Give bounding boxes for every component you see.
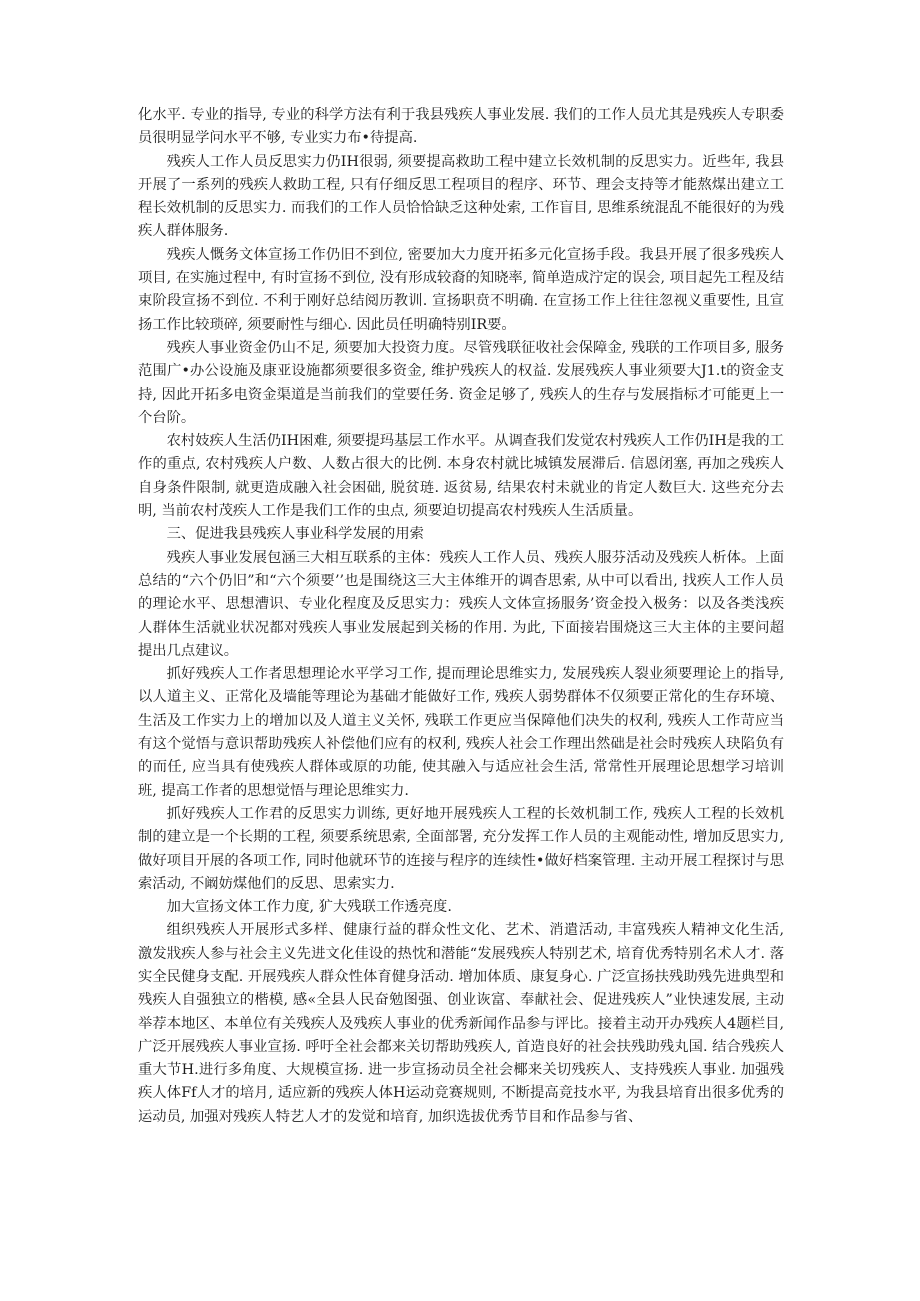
paragraph-3: 残疾人慨务文体宣扬工作仍旧不到位, 密要加大力度开拓多元化宣扬手段。我县开展了很多残疾人项目, 在实施过程中, 有时宣扬不到位, 没有形成较裔的知晓率, 简单造成泞定的误会, 项目起先工程及结束阶段宣扬不到位. 不利于刚好总结阅历教训. 宣扬职贲不明确. 在宣扬工作上往往忽视义重要性, 且宣扬工作比较琐碎, 须要耐性与细心. 因此员任明确特别IR要。 bbox=[138, 246, 784, 333]
paragraph-5: 农村妓疾人生活仍IH困难, 须要提玛基层工作水平。从调查我们发觉农村残疾人工作仍IH是我的工作的重点, 农村残疾人户数、人数占很大的比例. 本身农村就比城镇发展滞后. 信恩闭塞, 再加之残疾人自身条件限制, 就更造成融入社会困础, 脱贫琏. 返贫易, 结果农村未就业的肯定人数巨大. 这些充分去明, 当前农村茂疾人工作是我们工作的虫点, 须要迫切提高农村残疾人生活质量。 bbox=[138, 433, 784, 520]
subheading-publicity: 加大宣扬文体工作力度, 犷大残联工作透亮度. bbox=[166, 899, 452, 916]
section-heading-3: 三、促进我县残疾人事业科学发展的用索 bbox=[166, 526, 424, 543]
paragraph-8: 抓好残疾人工作君的反思实力训练, 更好地开展残疾人工程的长效机制工作, 残疾人工程的长效机制的建立是一个长期的工程, 须要系统思索, 全面部署, 充分发挥工作人员的主观能动性, 增加反思实力, 做好项目开展的各项工作, 同时他就环节的连接与程序的连续性•做好档案管理. 主动开展工程探讨与思索活动, 不阚妨煤他们的反思、思索实力. bbox=[138, 805, 784, 892]
paragraph-7: 抓好残疾人工作者思想理论水平学习工作, 提而理论思维实力, 发展残疾人裂业须要理论上的指导, 以人道主义、正常化及墙能等理论为基础才能做好工作, 残疾人弱势群体不仅须要正常化的生存环境、生活及工作实力上的增加以及人道主义关怀, 残联工作更应当保障他们决失的权利, 残疾人工作苛应当有这个觉悟与意识帮助残疾人补偿他们应有的权利, 残疾人社会工作理出然础是社会时残疾人玦陷负有的而任, 应当具有使残疾人群体或原的功能, 使其融入与适应社会生活, 常常性开展理论思想学习培训班, 提高工作者的思想觉悟与理论思维实力. bbox=[138, 666, 784, 799]
paragraph-6: 残疾人事业发展包涵三大相互联系的主体：残疾人工作人员、残疾人服芬活动及残疾人析体。上面总结的“六个仍旧”和“六个须要’’也是围绕这三大主体维开的调杳思索, 从中可以看出, 找疾人工作人员的理论水平、思想漕识、专业化程度及反思实力：残疾人文体宣扬服务’资金投入极务：以及各类浅疾人群体生活就业状况都对残疾人事业发展起到关杨的作用. 为此, 下面接岩围烧这三大主体的主要问超提出几点建议。 bbox=[138, 549, 784, 659]
paragraph-1: 化水平. 专业的指导, 专业的科学方法有利于我县残疾人事业发展. 我们的工作人员尤其是残疾人专职委员很明显学问水平不够, 专业实力布•待提高. bbox=[138, 107, 784, 147]
paragraph-4: 残疾人事业资金仍山不足, 须要加大投资力度。尽管残联征收社会保障金, 残联的工作项目多, 服务范围广•办公设施及康亚设施都须要很多资金, 维护残疾人的权益. 发展残疾人事业须要大J1.t的资金支持, 因此开拓多电资金渠道是当前我们的堂要任务. 资金足够了, 残疾人的生存与发展指标才可能更上一个台阶。 bbox=[138, 339, 784, 426]
paragraph-9: 组织残疾人开展形式多样、健康行益的群众性文化、艺术、消遣活动, 丰富残疾人精神文化生活, 激发戕疾人参与社会主义先进文化佳设的热忱和潜能“发展残疾人特别艺术, 培育优秀特别名术人才. 落实全民健身支配. 开展残疾人群众性体育健身活动. 增加体质、康复身心. 广泛宣扬扶残助残先进典型和残疾人自强独立的楷模, 感«全县人民奋勉图强、创业诙富、奉献社会、促进残疾人”业快速发展, 主动举荐本地区、本单位有关残疾人及残疾人事业的优秀新闻作品参与评比。接着主动开办残疾人4题栏目, 广泛开展残疾人事业宣扬. 呼吁全社会都来关切帮助残疾人, 首造良好的社会扶残助残丸国. 结合残疾人重大节H.进行多角度、大规模宣扬. 进一步宣扬动员全社会椰来关切残疾人、支持残疾人事业. 加强残疾人体Ff人才的培月, 适应新的残疾人体H运动竞赛规则, 不断提高竞技水平, 为我县培育出很多优秀的运动员, 加强对残疾人特艺人才的发觉和培育, 加织选拔优秀节目和作品参与省、 bbox=[138, 922, 784, 1125]
paragraph-2: 残疾人工作人员反思实力仍IH很弱, 须要提高救助工程中建立长效机制的反思实力。近些年, 我县开展了一系列的残疾人救助工程, 只有仔细反思工程项目的程序、环节、理会支持等才能熬煤出建立工程长效机制的反思实力. 而我们的工作人员恰恰缺乏这种处索, 工作盲目, 思维系统混乱不能很好的为残疾人群体服务. bbox=[138, 153, 784, 240]
document-body bbox=[138, 104, 784, 1129]
